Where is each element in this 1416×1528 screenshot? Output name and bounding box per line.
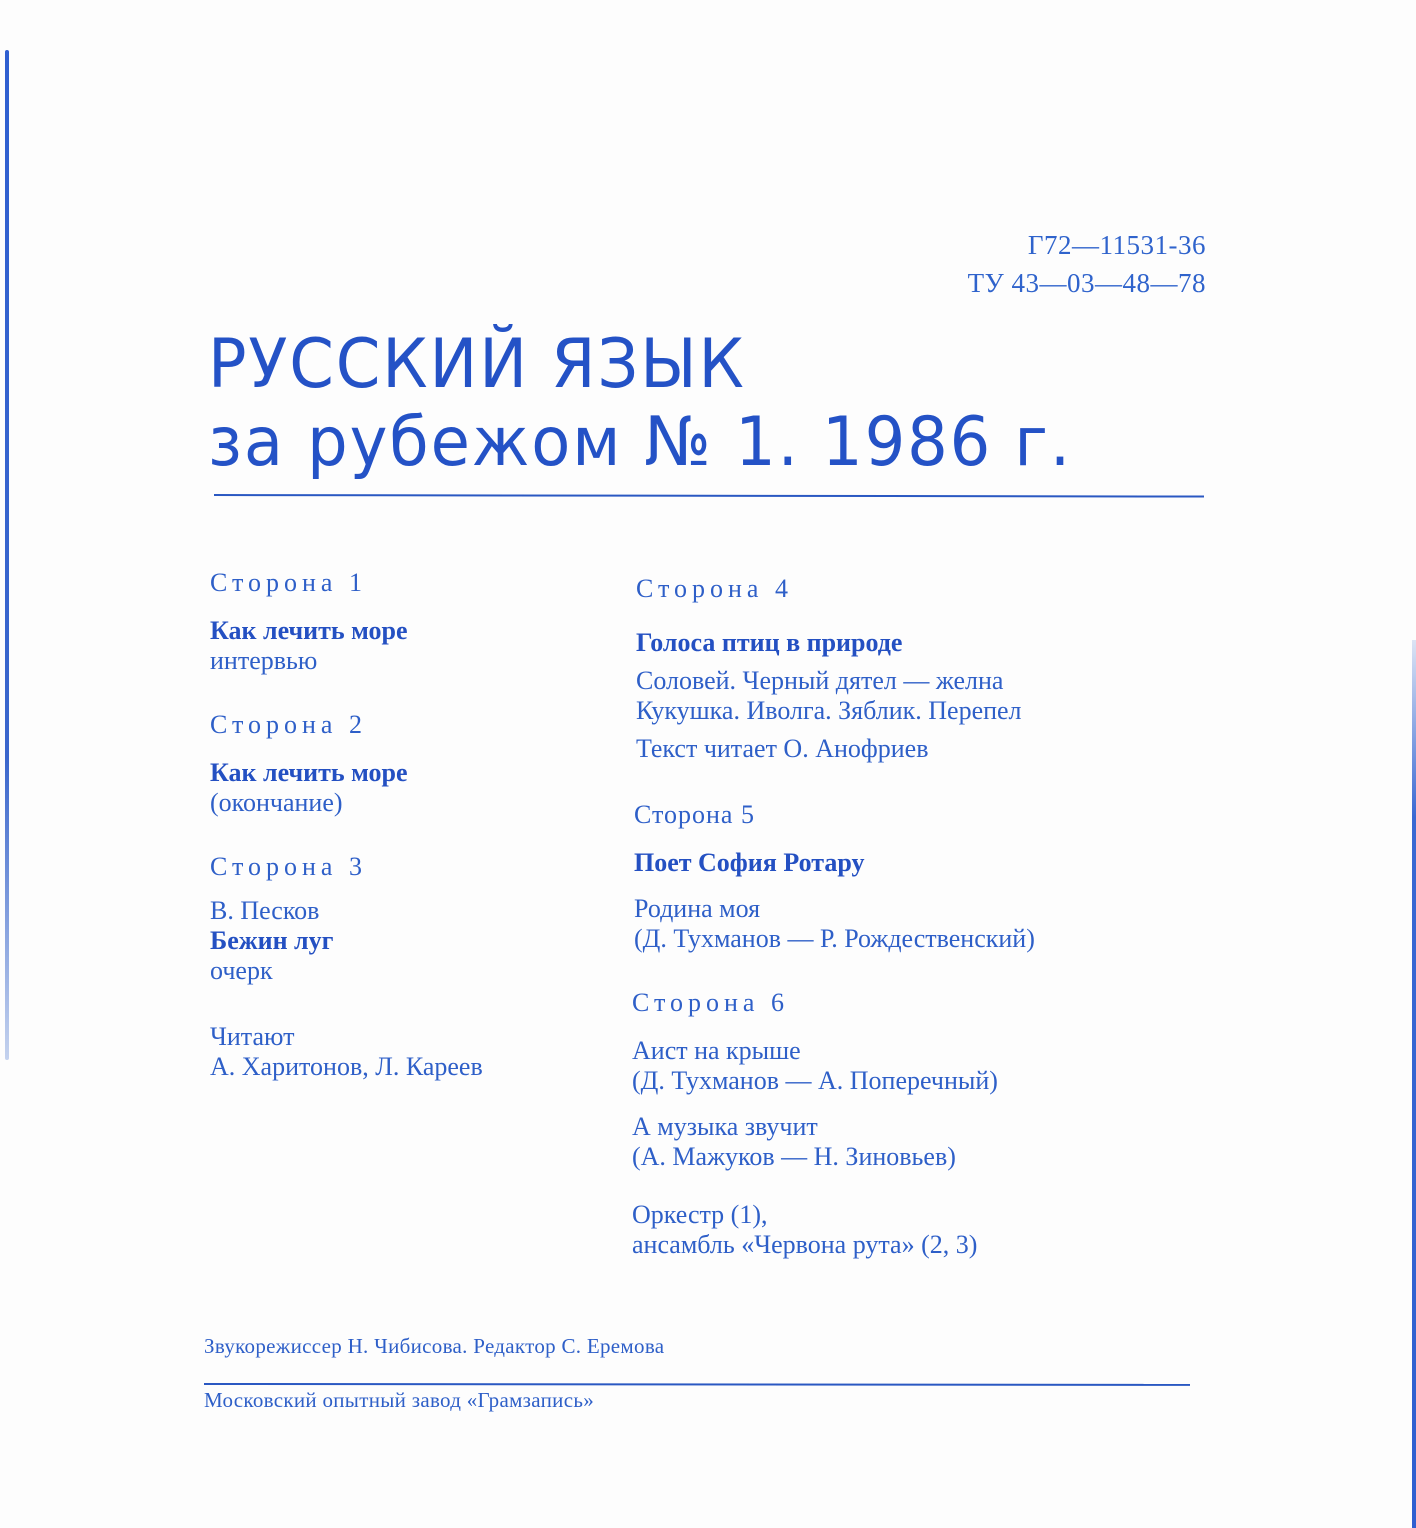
right-edge-line: [1412, 640, 1416, 1528]
side-5-section: [634, 800, 1035, 954]
side-4-heading: Сторона 4: [636, 574, 793, 603]
side-6-song-2-credits: (А. Мажуков — Н. Зиновьев): [632, 1142, 956, 1171]
catalog-standard: ТУ 43—03—48—78: [967, 268, 1206, 298]
title-divider: [214, 494, 1204, 498]
catalog-info: [968, 226, 1206, 302]
side-4-title: Голоса птиц в природе: [636, 628, 903, 657]
catalog-number: Г72—11531-36: [1027, 230, 1206, 260]
side-5-song-1: Родина моя: [634, 894, 761, 923]
side-4-section: [636, 574, 1022, 764]
side-4-line-1: Соловей. Черный дятел — желна: [636, 666, 1004, 695]
side-6-song-2: А музыка звучит: [632, 1112, 818, 1141]
side-3-readers: А. Харитонов, Л. Кареев: [210, 1052, 483, 1081]
side-3-section: [210, 852, 483, 1082]
side-6-song-1: Аист на крыше: [632, 1036, 801, 1065]
side-2-title: Как лечить море: [210, 758, 408, 787]
side-6-section: [632, 988, 998, 1260]
left-edge-line: [5, 50, 9, 1060]
side-1-subtitle: интервью: [210, 646, 318, 675]
side-2-subtitle: (окончание): [210, 788, 343, 817]
side-2-section: [210, 710, 408, 818]
side-5-song-1-credits: (Д. Тухманов — Р. Рождественский): [634, 924, 1035, 953]
title-line-2: за рубежом № 1. 1986 г.: [208, 403, 1073, 482]
manufacturer: Московский опытный завод «Грамзапись»: [204, 1388, 594, 1412]
side-6-song-1-credits: (Д. Тухманов — А. Поперечный): [632, 1066, 998, 1095]
side-3-title: Бежин луг: [210, 926, 334, 955]
side-4-reader: Текст читает О. Анофриев: [636, 734, 929, 763]
side-6-heading: Сторона 6: [632, 988, 789, 1017]
side-3-heading: Сторона 3: [210, 852, 367, 881]
footer-divider: [204, 1383, 1190, 1386]
title-line-1: РУССКИЙ ЯЗЫК: [208, 325, 746, 404]
side-1-heading: Сторона 1: [210, 568, 367, 597]
side-3-readers-label: Читают: [210, 1022, 295, 1051]
side-6-accompaniment-2: ансамбль «Червона рута» (2, 3): [632, 1230, 978, 1259]
side-6-accompaniment-1: Оркестр (1),: [632, 1200, 768, 1229]
side-3-author: В. Песков: [210, 896, 320, 925]
page-title: [208, 322, 1072, 486]
side-4-line-2: Кукушка. Иволга. Зяблик. Перепел: [636, 696, 1022, 725]
side-3-subtitle: очерк: [210, 956, 273, 985]
side-5-title: Поет София Ротару: [634, 848, 865, 877]
side-1-section: [210, 568, 408, 676]
side-2-heading: Сторона 2: [210, 710, 367, 739]
production-credits: Звукорежиссер Н. Чибисова. Редактор С. Еремова: [204, 1334, 665, 1358]
side-1-title: Как лечить море: [210, 616, 408, 645]
side-5-heading: Сторона 5: [634, 800, 755, 829]
